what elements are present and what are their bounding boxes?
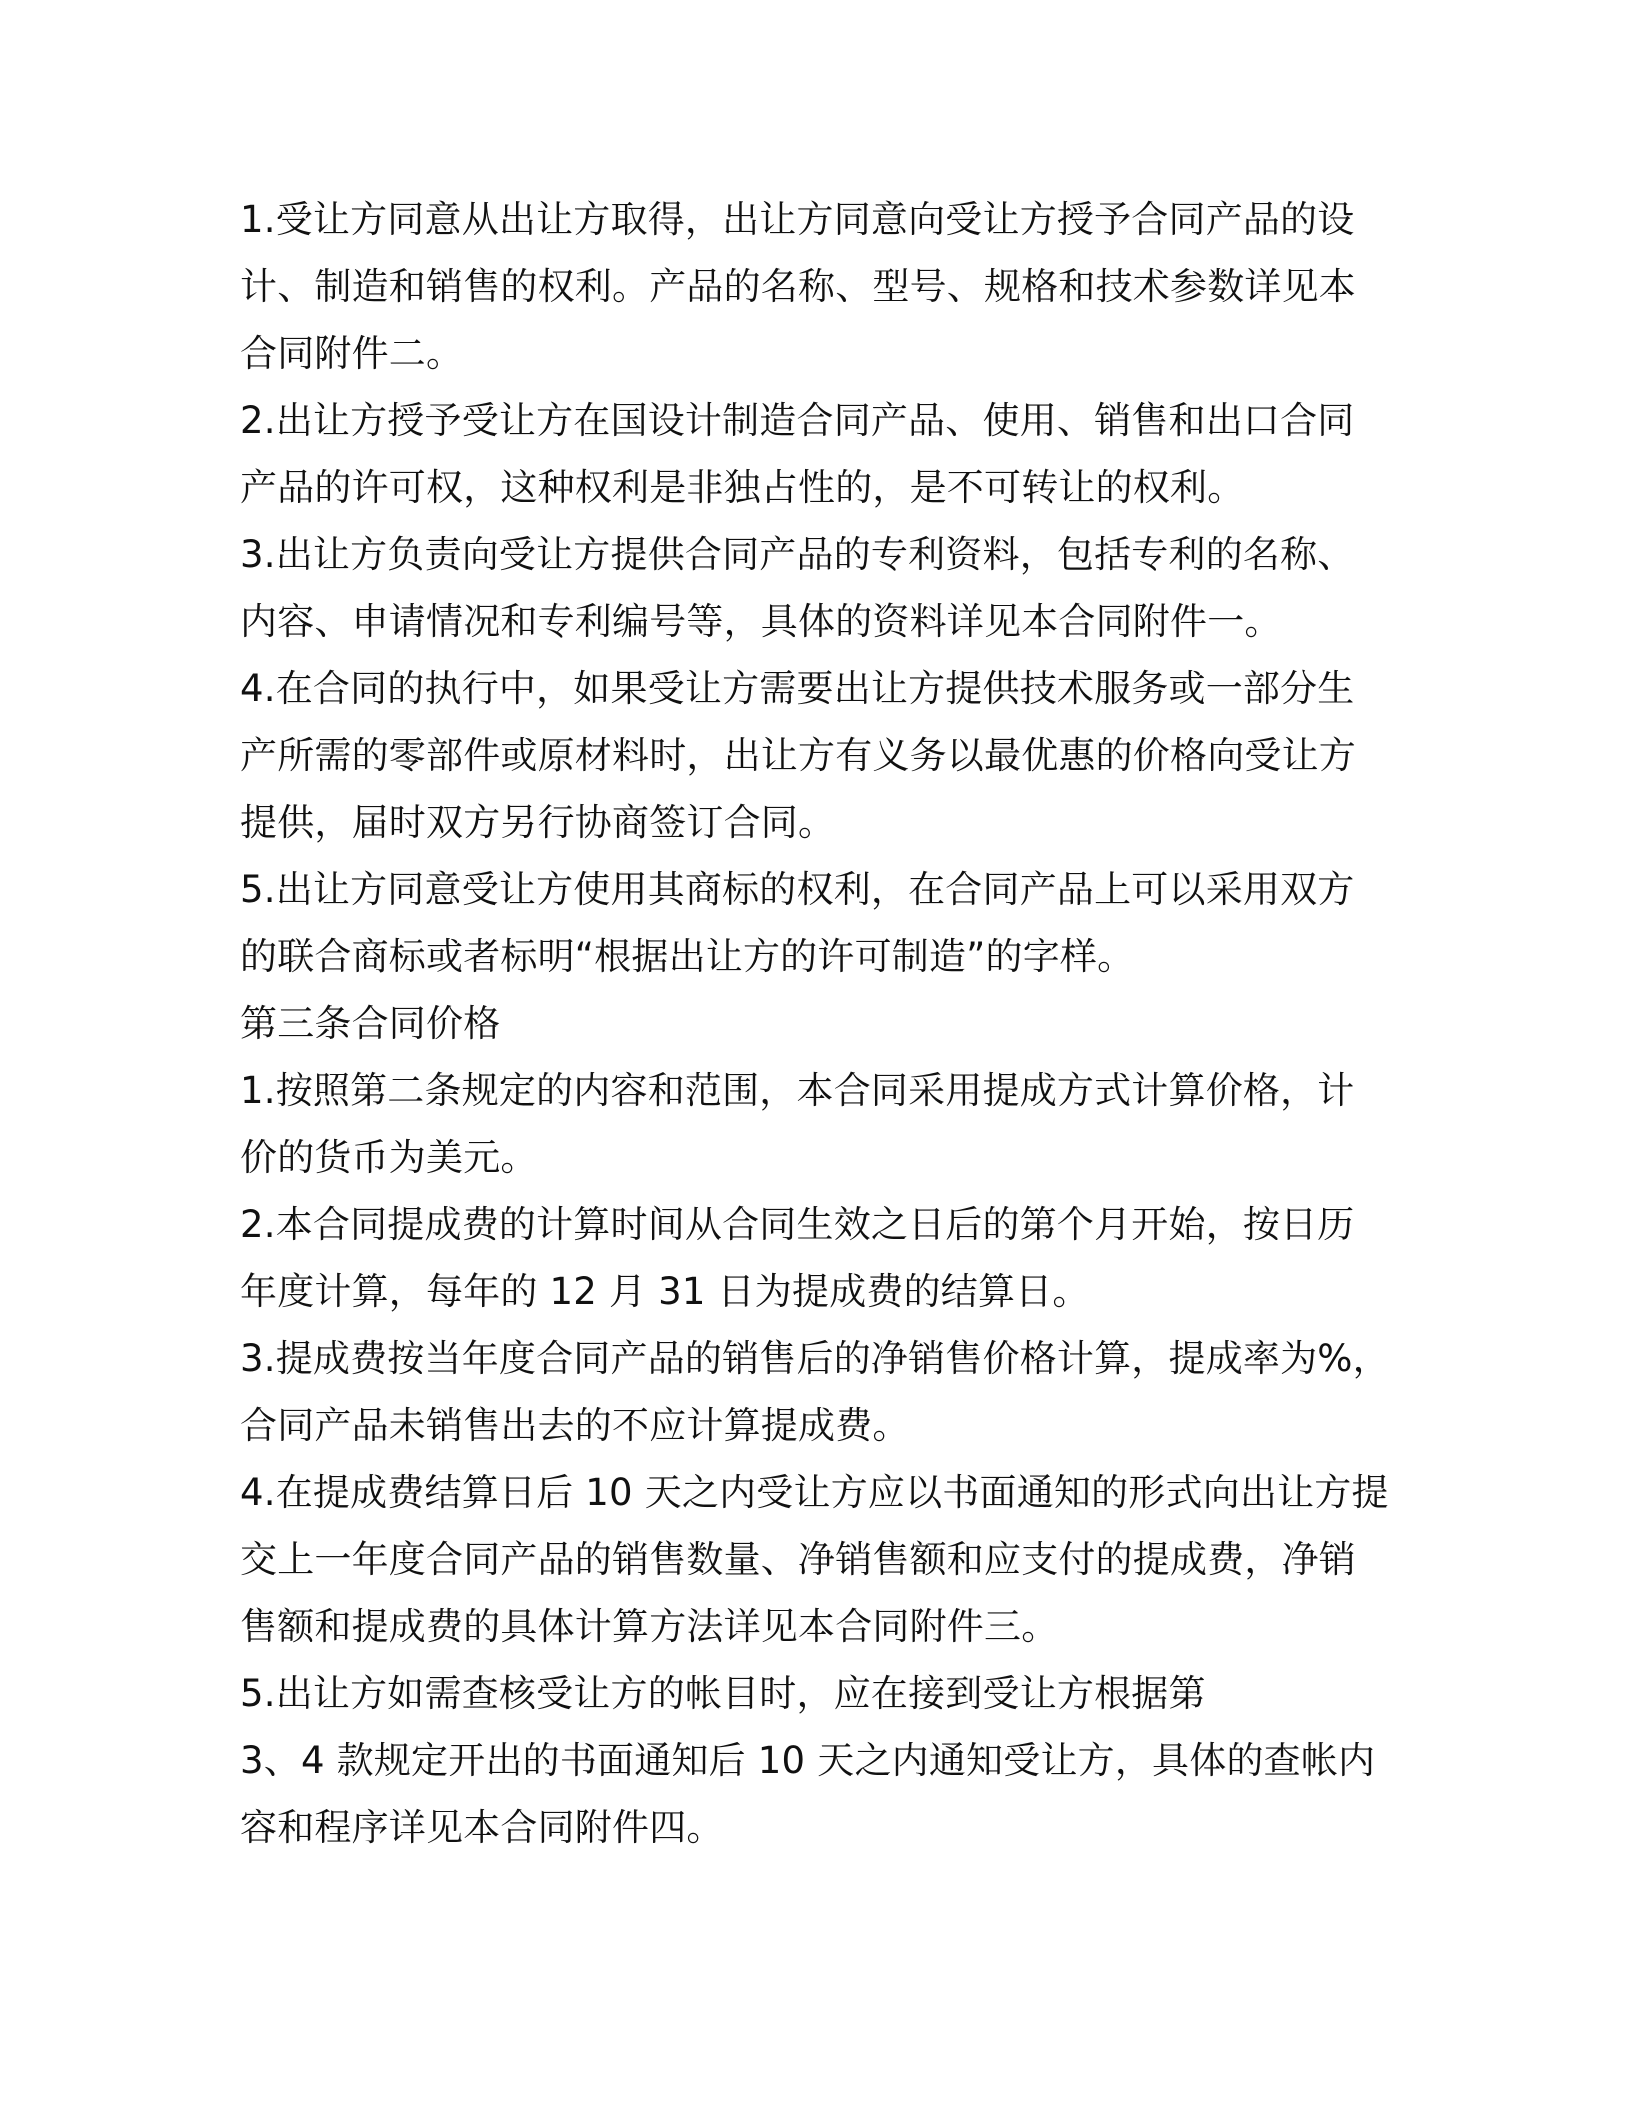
text-line: 4.在提成费结算日后 10 天之内受让方应以书面通知的形式向出让方提 — [240, 1471, 1389, 1514]
text-line: 2.本合同提成费的计算时间从合同生效之日后的第个月开始，按日历 — [240, 1203, 1355, 1246]
text-line: 合同产品未销售出去的不应计算提成费。 — [240, 1404, 910, 1447]
text-line: 容和程序详见本合同附件四。 — [240, 1806, 724, 1849]
text-line: 内容、申请情况和专利编号等，具体的资料详见本合同附件一。 — [240, 600, 1282, 643]
text-line: 计、制造和销售的权利。产品的名称、型号、规格和技术参数详见本 — [240, 265, 1356, 308]
text-line: 售额和提成费的具体计算方法详见本合同附件三。 — [240, 1605, 1059, 1648]
text-line: 产品的许可权，这种权利是非独占性的，是不可转让的权利。 — [240, 466, 1245, 509]
text-line: 5.出让方如需查核受让方的帐目时，应在接到受让方根据第 — [240, 1672, 1206, 1715]
text-line: 年度计算，每年的 12 月 31 日为提成费的结算日。 — [240, 1270, 1090, 1313]
text-line: 5.出让方同意受让方使用其商标的权利，在合同产品上可以采用双方 — [240, 868, 1355, 911]
text-line: 3.出让方负责向受让方提供合同产品的专利资料，包括专利的名称、 — [240, 533, 1355, 576]
text-line: 1.按照第二条规定的内容和范围，本合同采用提成方式计算价格，计 — [240, 1069, 1355, 1112]
text-line: 合同附件二。 — [240, 332, 464, 375]
text-line: 产所需的零部件或原材料时，出让方有义务以最优惠的价格向受让方 — [240, 734, 1356, 777]
text-line: 3.提成费按当年度合同产品的销售后的净销售价格计算，提成率为%， — [240, 1337, 1390, 1380]
document-body — [240, 186, 1400, 1861]
text-line: 1.受让方同意从出让方取得，出让方同意向受让方授予合同产品的设 — [240, 198, 1355, 241]
text-line: 提供，届时双方另行协商签订合同。 — [240, 801, 836, 844]
text-line: 价的货币为美元。 — [240, 1136, 538, 1179]
text-line: 4.在合同的执行中，如果受让方需要出让方提供技术服务或一部分生 — [240, 667, 1355, 710]
text-line: 交上一年度合同产品的销售数量、净销售额和应支付的提成费，净销 — [240, 1538, 1356, 1581]
text-line: 2.出让方授予受让方在国设计制造合同产品、使用、销售和出口合同 — [240, 399, 1355, 442]
text-line: 的联合商标或者标明“根据出让方的许可制造”的字样。 — [240, 935, 1135, 978]
text-line: 3、4 款规定开出的书面通知后 10 天之内通知受让方，具体的查帐内 — [240, 1739, 1376, 1782]
section-heading: 第三条合同价格 — [240, 1002, 501, 1045]
